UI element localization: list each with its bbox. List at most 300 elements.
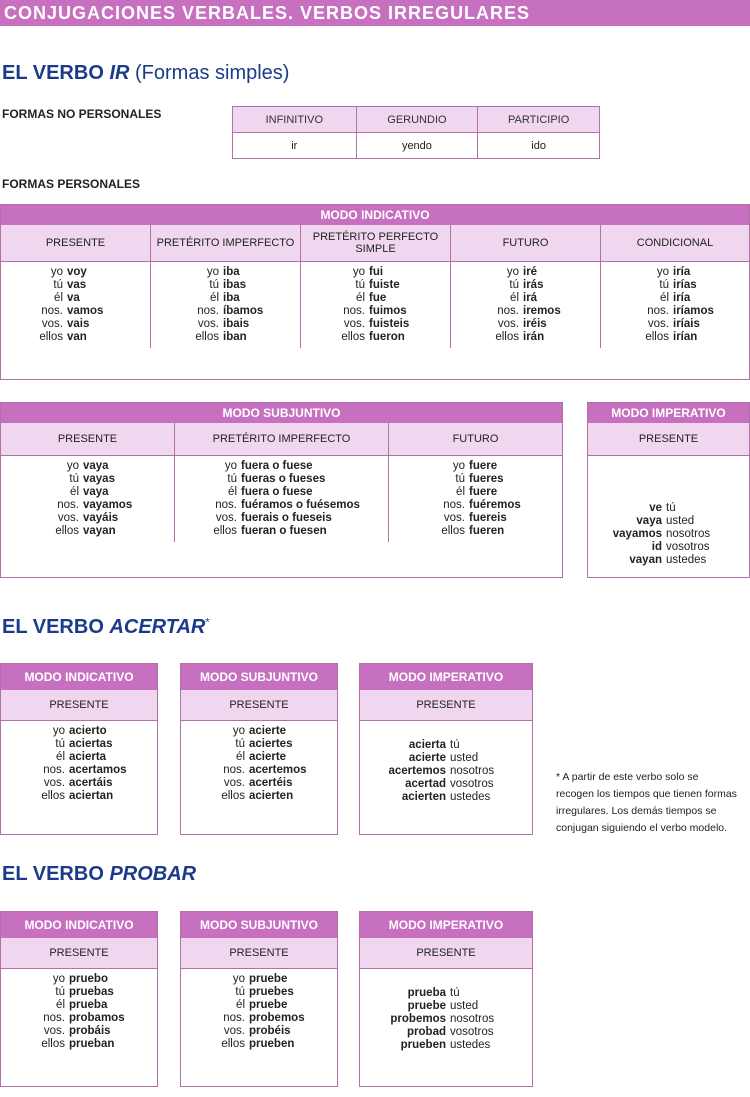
conjugation-line xyxy=(360,1026,532,1039)
mode-title: MODO SUBJUNTIVO xyxy=(181,664,337,690)
verb-form: probad xyxy=(407,1026,446,1038)
pronoun: nos. xyxy=(223,1012,245,1024)
conjugation-lines xyxy=(1,456,174,542)
conjugation-line xyxy=(360,1039,532,1052)
verb-form: aciertes xyxy=(249,738,293,750)
pronoun: tú xyxy=(53,279,63,291)
conjugation-line xyxy=(451,331,600,344)
pronoun: ellos xyxy=(495,331,519,343)
conjugation-line xyxy=(181,725,337,738)
pronoun: nos. xyxy=(43,1012,65,1024)
conjugation-line xyxy=(1,1025,157,1038)
pronoun: él xyxy=(356,292,365,304)
conjugation-line xyxy=(1,1012,157,1025)
conjugation-line xyxy=(301,266,450,279)
pronoun: él xyxy=(236,999,245,1011)
verb-form: acierte xyxy=(249,725,287,737)
verb-form: va xyxy=(67,292,80,304)
conjugation-line xyxy=(588,515,749,528)
pronoun: tú xyxy=(509,279,519,291)
conjugation-lines xyxy=(181,721,337,807)
pronoun: vosotros xyxy=(450,778,494,790)
verb-form: vayamos xyxy=(83,499,133,511)
pronoun: tú xyxy=(69,473,79,485)
conjugation-line xyxy=(1,499,174,512)
acertar-heading-a: EL VERBO xyxy=(2,616,110,638)
tense-header: PRETÉRITO IMPERFECTO xyxy=(151,225,300,262)
pronoun: vosotros xyxy=(666,541,710,553)
probar-imperativo-block xyxy=(359,911,533,1087)
pronoun: yo xyxy=(452,460,465,472)
pronoun: yo xyxy=(50,266,63,278)
conjugation-line xyxy=(301,318,450,331)
tense-header: PRESENTE xyxy=(360,938,532,969)
pronoun: él xyxy=(660,292,669,304)
conjugation-line xyxy=(181,751,337,764)
conjugation-line xyxy=(1,1038,157,1051)
conjugation-lines xyxy=(1,262,150,348)
ir-heading-verb: IR xyxy=(109,62,130,84)
conjugation-line xyxy=(1,318,150,331)
pronoun: usted xyxy=(450,1000,479,1012)
pronoun: vosotros xyxy=(450,1026,494,1038)
footnote xyxy=(556,769,750,837)
conjugation-line xyxy=(451,292,600,305)
verb-form: fueras o fueses xyxy=(241,473,326,485)
conjugation-line xyxy=(451,279,600,292)
verb-form: probéis xyxy=(249,1025,291,1037)
verb-form: iría xyxy=(673,266,691,278)
pronoun: ustedes xyxy=(450,791,491,803)
pronoun: él xyxy=(456,486,465,498)
mode-title: MODO IMPERATIVO xyxy=(360,912,532,938)
conjugation-line xyxy=(389,512,562,525)
conjugation-line xyxy=(360,752,532,765)
pronoun: él xyxy=(70,486,79,498)
verb-form: fuerais o fueseis xyxy=(241,512,332,524)
pronoun: tú xyxy=(355,279,365,291)
pronoun: yo xyxy=(232,725,245,737)
conjugation-line xyxy=(181,999,337,1012)
verb-form: probemos xyxy=(390,1013,446,1025)
verb-form: aciertan xyxy=(69,790,114,802)
conjugation-line xyxy=(360,791,532,804)
verb-form: fuiste xyxy=(369,279,400,291)
conjugation-line xyxy=(601,331,749,344)
mode-title: MODO INDICATIVO xyxy=(1,664,157,690)
pronoun: tú xyxy=(55,738,65,750)
verb-form: fue xyxy=(369,292,387,304)
verb-form: vas xyxy=(67,279,87,291)
conjugation-line xyxy=(1,751,157,764)
acertar-heading-verb: ACERTAR xyxy=(109,616,206,638)
pronoun: ellos xyxy=(39,331,63,343)
np-table xyxy=(232,106,600,159)
tense-column xyxy=(601,225,749,348)
conjugation-line xyxy=(1,460,174,473)
verb-form: fuimos xyxy=(369,305,407,317)
np-header: INFINITIVO xyxy=(233,107,357,133)
pronoun: yo xyxy=(52,973,65,985)
verb-form: prueben xyxy=(249,1038,295,1050)
tense-header: PRESENTE xyxy=(1,690,157,721)
conjugation-line xyxy=(151,266,300,279)
conjugation-lines xyxy=(175,456,388,542)
conjugation-line xyxy=(181,973,337,986)
acertar-imperativo-block xyxy=(359,663,533,835)
conjugation-line xyxy=(301,292,450,305)
pronoun: nosotros xyxy=(450,765,495,777)
verb-form: prueba xyxy=(407,987,446,999)
conjugation-line xyxy=(181,986,337,999)
ir-imperativo-block xyxy=(587,402,750,578)
verb-form: pruebes xyxy=(249,986,294,998)
verb-form: iré xyxy=(523,266,538,278)
conjugation-line xyxy=(151,331,300,344)
np-value: ido xyxy=(478,133,600,159)
verb-form: acertáis xyxy=(69,777,113,789)
conjugation-line xyxy=(360,778,532,791)
pronoun: nosotros xyxy=(666,528,711,540)
conjugation-line xyxy=(1,777,157,790)
verb-form: irías xyxy=(673,279,697,291)
conjugation-line xyxy=(181,738,337,751)
conjugation-line xyxy=(175,525,388,538)
ir-subjuntivo-block xyxy=(0,402,563,578)
pronoun: tú xyxy=(235,738,245,750)
footnote-line: conjugan siguiendo el verbo modelo. xyxy=(556,822,728,834)
pronoun: yo xyxy=(232,973,245,985)
verb-form: pruebo xyxy=(69,973,108,985)
conjugation-line xyxy=(360,765,532,778)
conjugation-line xyxy=(451,318,600,331)
verb-form: pruebe xyxy=(249,973,288,985)
verb-form: íbamos xyxy=(223,305,264,317)
conjugation-line xyxy=(1,486,174,499)
pronoun: ustedes xyxy=(666,554,707,566)
tense-header: PRESENTE xyxy=(360,690,532,721)
conjugation-line xyxy=(181,777,337,790)
np-value: yendo xyxy=(356,133,478,159)
pronoun: ellos xyxy=(55,525,79,537)
verb-form: vayáis xyxy=(83,512,119,524)
pronoun: él xyxy=(54,292,63,304)
conjugation-line xyxy=(175,460,388,473)
ir-subjuntivo-columns xyxy=(1,423,562,542)
conjugation-line xyxy=(1,473,174,486)
tense-column xyxy=(1,423,175,542)
verb-form: prueba xyxy=(69,999,108,1011)
tense-header: PRETÉRITO PERFECTO SIMPLE xyxy=(301,225,450,262)
conjugation-line xyxy=(1,525,174,538)
verb-form: vaya xyxy=(636,515,662,527)
pronoun: yo xyxy=(224,460,237,472)
mode-title: MODO IMPERATIVO xyxy=(588,403,749,423)
pronoun: tú xyxy=(666,502,676,514)
verb-form: acierte xyxy=(249,751,287,763)
conjugation-lines xyxy=(360,969,532,1056)
conjugation-line xyxy=(175,486,388,499)
pronoun: vos. xyxy=(343,318,365,330)
pronoun: ellos xyxy=(195,331,219,343)
conjugation-line xyxy=(451,305,600,318)
pronoun: yo xyxy=(352,266,365,278)
pronoun: nos. xyxy=(343,305,365,317)
conjugation-line xyxy=(588,541,749,554)
pronoun: nos. xyxy=(57,499,79,511)
verb-form: vayan xyxy=(629,554,662,566)
footnote-line: recogen los tiempos que tienen formas xyxy=(556,788,737,800)
conjugation-line xyxy=(601,292,749,305)
probar-heading-a: EL VERBO xyxy=(2,863,110,885)
conjugation-line xyxy=(1,973,157,986)
conjugation-lines xyxy=(451,262,600,348)
pronoun: tú xyxy=(235,986,245,998)
pronoun: nos. xyxy=(647,305,669,317)
pronoun: él xyxy=(56,999,65,1011)
verb-form: acertad xyxy=(405,778,446,790)
pronoun: vos. xyxy=(497,318,519,330)
conjugation-line xyxy=(360,987,532,1000)
pronoun: nos. xyxy=(197,305,219,317)
conjugation-lines xyxy=(181,969,337,1055)
tense-header: PRETÉRITO IMPERFECTO xyxy=(175,423,388,456)
pronoun: tú xyxy=(450,987,460,999)
pronoun: tú xyxy=(227,473,237,485)
ir-heading xyxy=(2,62,289,85)
pronoun: nos. xyxy=(41,305,63,317)
verb-form: acertamos xyxy=(69,764,127,776)
conjugation-line xyxy=(301,279,450,292)
conjugation-line xyxy=(601,305,749,318)
verb-form: fuere xyxy=(469,486,498,498)
conjugation-lines xyxy=(151,262,300,348)
conjugation-line xyxy=(389,486,562,499)
pronoun: tú xyxy=(55,986,65,998)
pronoun: ellos xyxy=(645,331,669,343)
verb-form: iréis xyxy=(523,318,547,330)
verb-form: fueron xyxy=(369,331,405,343)
acertar-heading-asterisk: * xyxy=(205,616,210,629)
conjugation-line xyxy=(601,266,749,279)
pronoun: usted xyxy=(666,515,695,527)
conjugation-line xyxy=(151,305,300,318)
mode-title: MODO INDICATIVO xyxy=(1,912,157,938)
verb-form: probamos xyxy=(69,1012,125,1024)
conjugation-line xyxy=(1,725,157,738)
verb-form: fueres xyxy=(469,473,504,485)
tense-column xyxy=(389,423,562,542)
conjugation-line xyxy=(360,739,532,752)
verb-form: prueban xyxy=(69,1038,115,1050)
verb-form: probemos xyxy=(249,1012,305,1024)
tense-header: PRESENTE xyxy=(1,225,150,262)
verb-form: acertemos xyxy=(388,765,446,777)
pronoun: yo xyxy=(656,266,669,278)
conjugation-line xyxy=(1,305,150,318)
conjugation-lines xyxy=(1,969,157,1055)
conjugation-line xyxy=(588,528,749,541)
tense-header: CONDICIONAL xyxy=(601,225,749,262)
mode-title: MODO IMPERATIVO xyxy=(360,664,532,690)
acertar-subjuntivo-block xyxy=(180,663,338,835)
conjugation-line xyxy=(1,266,150,279)
conjugation-line xyxy=(1,738,157,751)
verb-form: aciertas xyxy=(69,738,113,750)
probar-indicativo-block xyxy=(0,911,158,1087)
verb-form: iba xyxy=(223,292,240,304)
verb-form: acierta xyxy=(69,751,107,763)
verb-form: ve xyxy=(649,502,662,514)
conjugation-line xyxy=(181,790,337,803)
np-value: ir xyxy=(233,133,357,159)
pronoun: nosotros xyxy=(450,1013,495,1025)
tense-column xyxy=(1,225,151,348)
pronoun: ellos xyxy=(41,1038,65,1050)
verb-form: vayan xyxy=(83,525,116,537)
conjugation-line xyxy=(1,279,150,292)
verb-form: pruebe xyxy=(407,1000,446,1012)
verb-form: iban xyxy=(223,331,247,343)
verb-form: fuisteis xyxy=(369,318,410,330)
pronoun: nos. xyxy=(43,764,65,776)
pronoun: yo xyxy=(66,460,79,472)
conjugation-line xyxy=(175,499,388,512)
conjugation-lines xyxy=(301,262,450,348)
tense-header: FUTURO xyxy=(451,225,600,262)
conjugation-line xyxy=(175,512,388,525)
pronoun: vos. xyxy=(43,1025,65,1037)
verb-form: irán xyxy=(523,331,545,343)
verb-form: iba xyxy=(223,266,240,278)
tense-header: PRESENTE xyxy=(1,423,174,456)
mode-title: MODO SUBJUNTIVO xyxy=(181,912,337,938)
footnote-line: * A partir de este verbo solo se xyxy=(556,771,699,783)
conjugation-line xyxy=(601,279,749,292)
verb-form: iríamos xyxy=(673,305,714,317)
verb-form: van xyxy=(67,331,87,343)
verb-form: vais xyxy=(67,318,90,330)
pronoun: tú xyxy=(209,279,219,291)
conjugation-line xyxy=(1,790,157,803)
conjugation-line xyxy=(588,502,749,515)
pronoun: vos. xyxy=(197,318,219,330)
verb-form: acertéis xyxy=(249,777,293,789)
verb-form: acierten xyxy=(249,790,294,802)
conjugation-line xyxy=(151,279,300,292)
conjugation-line xyxy=(389,473,562,486)
ir-indicativo-block xyxy=(0,204,750,380)
verb-form: irían xyxy=(673,331,698,343)
conjugation-line xyxy=(389,525,562,538)
pronoun: ellos xyxy=(341,331,365,343)
verb-form: irá xyxy=(523,292,538,304)
probar-subjuntivo-block xyxy=(180,911,338,1087)
np-header: PARTICIPIO xyxy=(478,107,600,133)
pronoun: él xyxy=(210,292,219,304)
verb-form: voy xyxy=(67,266,87,278)
verb-form: id xyxy=(651,541,662,553)
pronoun: tú xyxy=(455,473,465,485)
verb-form: probáis xyxy=(69,1025,111,1037)
pronoun: vos. xyxy=(223,777,245,789)
pronoun: ellos xyxy=(221,1038,245,1050)
verb-form: vaya xyxy=(83,486,109,498)
conjugation-line xyxy=(1,764,157,777)
verb-form: prueben xyxy=(400,1039,446,1051)
ir-heading-note: (Formas simples) xyxy=(129,62,290,84)
verb-form: acertemos xyxy=(249,764,307,776)
conjugation-lines xyxy=(601,262,749,348)
pronoun: él xyxy=(236,751,245,763)
conjugation-line xyxy=(1,986,157,999)
pronoun: él xyxy=(56,751,65,763)
pronoun: él xyxy=(228,486,237,498)
verb-form: vayamos xyxy=(612,528,662,540)
verb-form: vaya xyxy=(83,460,109,472)
verb-form: pruebas xyxy=(69,986,114,998)
pronoun: nos. xyxy=(443,499,465,511)
verb-form: fuereis xyxy=(469,512,507,524)
page-title: CONJUGACIONES VERBALES. VERBOS IRREGULARES xyxy=(0,0,750,26)
verb-form: fuera o fuese xyxy=(241,486,313,498)
tense-column xyxy=(451,225,601,348)
conjugation-line xyxy=(1,512,174,525)
ir-indicativo-columns xyxy=(1,225,749,348)
conjugation-line xyxy=(301,331,450,344)
verb-form: acierto xyxy=(69,725,107,737)
verb-form: vamos xyxy=(67,305,104,317)
verb-form: ibas xyxy=(223,279,247,291)
tense-header: PRESENTE xyxy=(181,690,337,721)
pronoun: vos. xyxy=(43,777,65,789)
conjugation-line xyxy=(360,1000,532,1013)
conjugation-lines xyxy=(360,721,532,808)
conjugation-line xyxy=(181,1038,337,1051)
pronoun: usted xyxy=(450,752,479,764)
pronoun: ellos xyxy=(441,525,465,537)
conjugation-line xyxy=(151,292,300,305)
ir-imperativo-lines xyxy=(588,456,749,571)
verb-form: fuéremos xyxy=(469,499,521,511)
verb-form: vayas xyxy=(83,473,115,485)
conjugation-line xyxy=(588,554,749,567)
pronoun: yo xyxy=(506,266,519,278)
verb-form: fuera o fuese xyxy=(241,460,313,472)
pronoun: ustedes xyxy=(450,1039,491,1051)
probar-heading xyxy=(2,863,196,886)
conjugation-line xyxy=(451,266,600,279)
pronoun: vos. xyxy=(647,318,669,330)
tense-column xyxy=(175,423,389,542)
conjugation-line xyxy=(175,473,388,486)
np-label: FORMAS NO PERSONALES xyxy=(2,107,162,121)
verb-form: ibais xyxy=(223,318,250,330)
pronoun: ellos xyxy=(41,790,65,802)
pronoun: nos. xyxy=(497,305,519,317)
verb-form: iríais xyxy=(673,318,700,330)
conjugation-line xyxy=(1,331,150,344)
pronoun: yo xyxy=(52,725,65,737)
acertar-heading xyxy=(2,616,210,639)
pronoun: nos. xyxy=(223,764,245,776)
verb-form: acierten xyxy=(401,791,446,803)
verb-form: fui xyxy=(369,266,384,278)
pronoun: ellos xyxy=(213,525,237,537)
conjugation-line xyxy=(151,318,300,331)
tense-column xyxy=(301,225,451,348)
verb-form: fuéramos o fuésemos xyxy=(241,499,360,511)
